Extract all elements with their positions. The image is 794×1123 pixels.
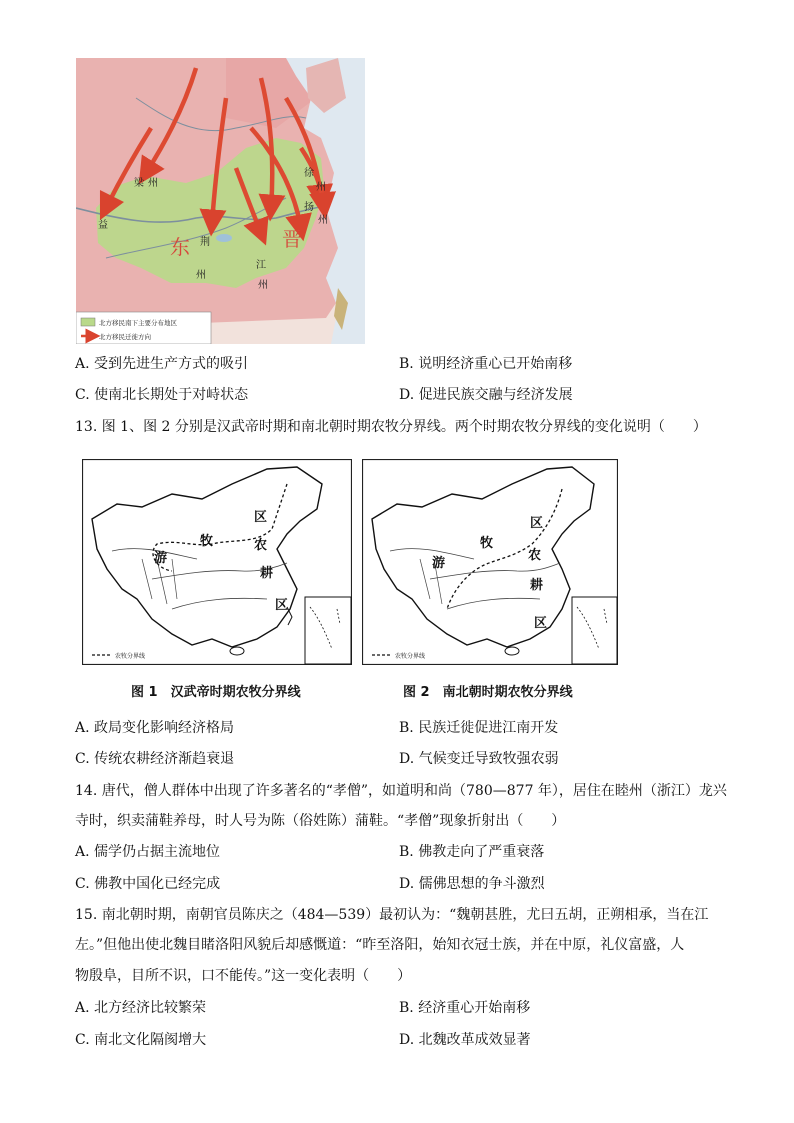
fig2-label-geng: 耕 [530,578,544,593]
q15-option-b[interactable]: B. 经济重心开始南移 [399,1000,531,1016]
label-jiang: 江 [256,260,266,271]
label-jing: 荆 [200,237,210,248]
fig2-label-qu1: 区 [530,516,544,531]
q14-stem-line-2: 寺时，织卖蒲鞋养母，时人号为陈（俗姓陈）蒲鞋。“孝僧”现象折射出（ ） [75,813,566,829]
fig1-label-qu2: 区 [275,598,289,613]
label-dong: 东 [170,235,190,259]
q15-stem-line-1: 15. 南北朝时期，南朝官员陈庆之（484—539）最初认为：“魏朝甚胜，尤曰五胡，正朔相承，当在江 [75,907,709,923]
q13-option-d[interactable]: D. 气候变迁导致牧强农弱 [399,751,559,767]
label-yang: 扬 [304,202,314,213]
q13-option-b[interactable]: B. 民族迁徙促进江南开发 [399,720,559,736]
migration-map [76,58,365,344]
label-jin: 晋 [282,227,302,251]
fig1-label-mu: 牧 [200,534,214,549]
label-yang-zhou: 州 [318,215,328,226]
fig2-legend: 农牧分界线 [395,653,426,660]
legend-arrow-label: 北方移民迁徙方向 [99,333,151,341]
q15-option-c[interactable]: C. 南北文化隔阂增大 [75,1032,207,1048]
fig1-label-you: 游 [154,551,168,566]
legend-area-label: 北方移民南下主要分布地区 [99,319,177,327]
fig2-label-qu2: 区 [534,616,548,631]
fig1-label-nong: 农 [254,538,268,553]
label-xu-zhou: 州 [316,182,326,193]
label-yi: 益 [98,220,108,231]
q12-option-d[interactable]: D. 促进民族交融与经济发展 [399,387,573,403]
q15-option-d[interactable]: D. 北魏改革成效显著 [399,1032,531,1048]
fig1-legend: 农牧分界线 [115,653,146,660]
q14-stem-line-1: 14. 唐代，僧人群体中出现了许多著名的“孝僧”，如道明和尚（780—877 年），居住在睦州（浙江）龙兴 [75,783,727,799]
label-jing-zhou: 州 [196,270,206,281]
fig2-label-you: 游 [432,556,446,571]
q14-option-a[interactable]: A. 儒学仍占据主流地位 [75,844,221,860]
label-xu: 徐 [304,168,314,179]
q15-option-a[interactable]: A. 北方经济比较繁荣 [75,1000,207,1016]
q15-stem-line-3: 物殷阜，目所不识，口不能传。”这一变化表明（ ） [75,968,412,984]
label-liang-zhou: 州 [148,178,158,189]
q14-option-b[interactable]: B. 佛教走向了严重衰落 [399,844,545,860]
figure-1-caption: 图 1 汉武帝时期农牧分界线 [131,685,301,700]
figure-2-caption: 图 2 南北朝时期农牧分界线 [403,685,573,700]
q12-option-b[interactable]: B. 说明经济重心已开始南移 [399,356,573,372]
figure-1-map [82,459,352,665]
figure-2-map [362,459,618,665]
fig2-label-mu: 牧 [480,536,494,551]
fig1-label-qu1: 区 [254,510,268,525]
fig1-label-geng: 耕 [260,566,274,581]
q13-option-c[interactable]: C. 传统农耕经济渐趋衰退 [75,751,235,767]
q14-option-d[interactable]: D. 儒佛思想的争斗激烈 [399,876,545,892]
q13-option-a[interactable]: A. 政局变化影响经济格局 [75,720,235,736]
q13-stem: 13. 图 1、图 2 分别是汉武帝时期和南北朝时期农牧分界线。两个时期农牧分界线的变化说明（ ） [75,419,707,435]
label-liang: 梁 [134,178,144,189]
q15-stem-line-2: 左。”但他出使北魏目睹洛阳风貌后却感慨道：“昨至洛阳，始知衣冠士族，并在中原，礼仪富盛，人 [75,937,685,953]
fig2-label-nong: 农 [528,548,542,563]
q12-option-a[interactable]: A. 受到先进生产方式的吸引 [75,356,249,372]
q12-option-c[interactable]: C. 使南北长期处于对峙状态 [75,387,249,403]
q14-option-c[interactable]: C. 佛教中国化已经完成 [75,876,221,892]
label-jiang-zhou: 州 [258,280,268,291]
